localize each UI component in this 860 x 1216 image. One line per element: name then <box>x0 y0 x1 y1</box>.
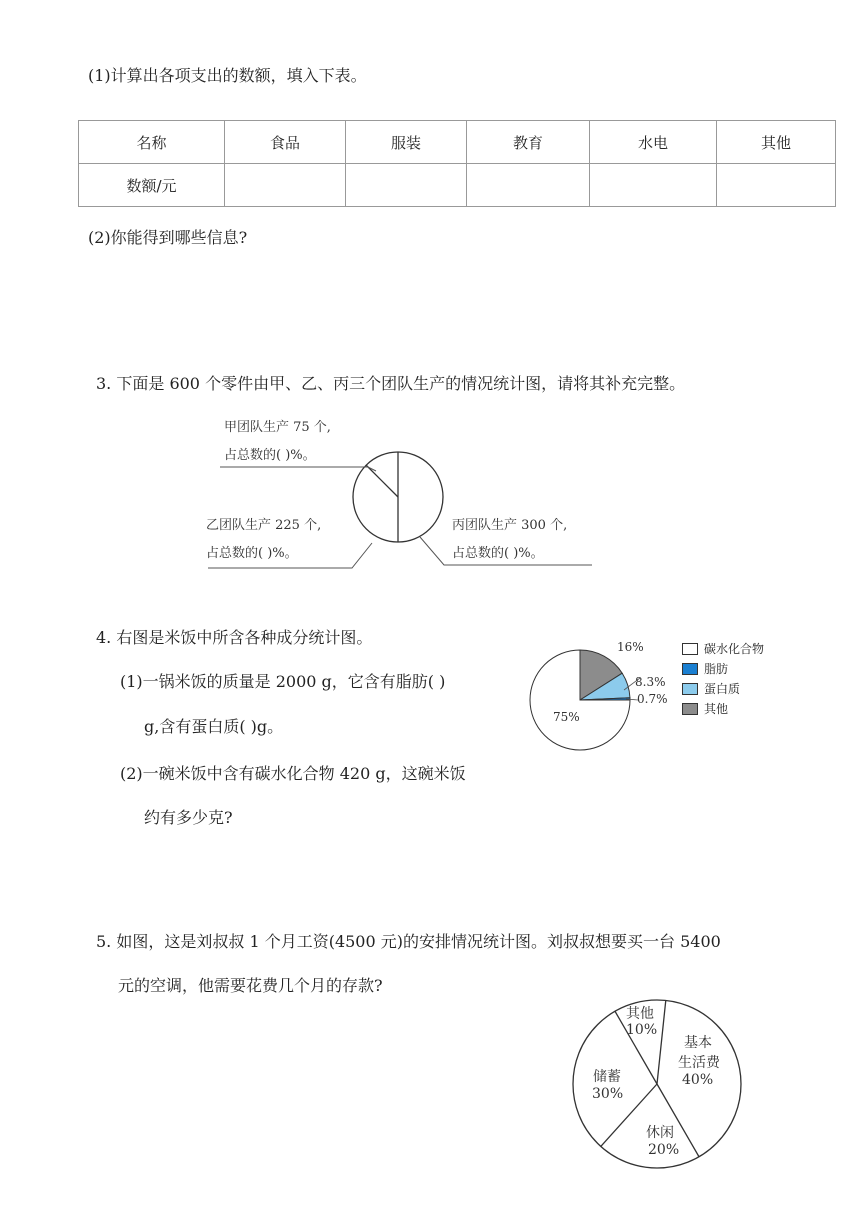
legend-swatch-carbs <box>682 643 698 655</box>
team-bing-label-line1: 丙团队生产 300 个, <box>452 518 568 533</box>
legend-item-fat <box>682 660 728 677</box>
table-cell[interactable] <box>346 164 467 207</box>
team-pie-divider-jia <box>366 465 398 497</box>
table-cell[interactable] <box>590 164 717 207</box>
leader-line-jia <box>220 467 376 471</box>
question-4-part-2a: (2)一碗米饭中含有碳水化合物 420 g，这碗米饭 <box>120 764 466 783</box>
question-5-text-line1: 5. 如图，这是刘叔叔 1 个月工资(4500 元)的安排情况统计图。刘叔叔想要买一台 5400 <box>96 932 721 951</box>
salary-label-savings: 储蓄 <box>593 1069 621 1085</box>
salary-pct-other: 10% <box>626 1022 658 1038</box>
table-cell[interactable] <box>225 164 346 207</box>
salary-label-living-1: 基本 <box>684 1035 712 1051</box>
rice-label-fat: 0.7% <box>637 692 668 706</box>
salary-divider-before-living <box>657 1000 666 1084</box>
table-header-cell: 食品 <box>225 121 346 164</box>
table-header-cell: 服装 <box>346 121 467 164</box>
table-row-label: 数额/元 <box>79 164 225 207</box>
question-4-part-1a: (1)一锅米饭的质量是 2000 g，它含有脂肪( ) <box>120 672 446 691</box>
table-cell[interactable] <box>467 164 590 207</box>
question-4-part-1b: g,含有蛋白质( )g。 <box>144 717 284 736</box>
question-part-1: (1)计算出各项支出的数额，填入下表。 <box>88 66 367 85</box>
salary-pct-living: 40% <box>682 1072 714 1088</box>
legend-swatch-other <box>682 703 698 715</box>
team-jia-label-line2: 占总数的( )%。 <box>224 448 316 463</box>
salary-pct-savings: 30% <box>592 1086 624 1102</box>
legend-item-other <box>682 700 728 717</box>
question-part-2: (2)你能得到哪些信息? <box>88 228 248 247</box>
expense-table <box>78 120 836 207</box>
legend-label-other: 其他 <box>704 702 729 716</box>
legend-swatch-protein <box>682 683 698 695</box>
legend-item-protein <box>682 680 740 697</box>
table-header-cell: 教育 <box>467 121 590 164</box>
rice-label-carbs: 75% <box>553 710 580 724</box>
salary-pct-leisure: 20% <box>648 1142 680 1158</box>
table-header-cell: 其他 <box>717 121 836 164</box>
table-header-row <box>79 121 836 164</box>
table-header-cell: 水电 <box>590 121 717 164</box>
question-3-text: 3. 下面是 600 个零件由甲、乙、丙三个团队生产的情况统计图，请将其补充完整。 <box>96 374 686 393</box>
salary-label-leisure: 休闲 <box>646 1125 674 1141</box>
legend-label-protein: 蛋白质 <box>704 682 741 696</box>
team-yi-label-line1: 乙团队生产 225 个, <box>206 518 322 533</box>
table-row <box>79 164 836 207</box>
team-bing-label-line2: 占总数的( )%。 <box>452 546 544 561</box>
table-cell[interactable] <box>717 164 836 207</box>
rice-label-other: 16% <box>617 640 644 654</box>
question-4-text: 4. 右图是米饭中所含各种成分统计图。 <box>96 628 373 647</box>
salary-label-other: 其他 <box>626 1006 654 1022</box>
legend-label-carbs: 碳水化合物 <box>704 642 765 656</box>
team-yi-label-line2: 占总数的( )%。 <box>206 546 298 561</box>
legend-swatch-fat <box>682 663 698 675</box>
team-jia-label-line1: 甲团队生产 75 个, <box>224 420 331 435</box>
question-5-text-line2: 元的空调，他需要花费几个月的存款? <box>118 976 383 995</box>
legend-item-carbs <box>682 640 764 657</box>
table-header-cell: 名称 <box>79 121 225 164</box>
question-4-part-2b: 约有多少克? <box>144 808 233 827</box>
legend-label-fat: 脂肪 <box>704 662 729 676</box>
rice-pie-slices <box>530 650 630 750</box>
salary-label-living-2: 生活费 <box>678 1055 720 1071</box>
rice-label-protein: 8.3% <box>635 675 666 689</box>
